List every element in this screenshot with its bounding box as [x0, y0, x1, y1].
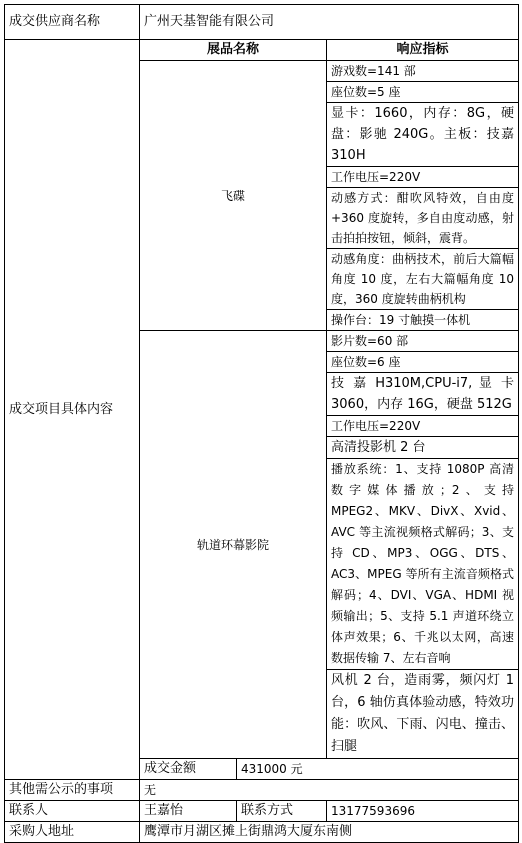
- address-label: 采购人地址: [5, 822, 140, 843]
- exhibit-name: 飞碟: [140, 61, 327, 331]
- spec-cell: 显卡：1660，内存：8G，硬盘：影驰 240G。主板：技嘉 310H: [327, 103, 519, 167]
- spec-cell: 座位数=5 座: [327, 82, 519, 103]
- spec-cell: 动感方式：酣吹风特效，自由度+360 度旋转，多自由度动感，射击拍拍按钮，倾斜，震背。: [327, 188, 519, 249]
- contact-name: 王嘉怡: [140, 801, 237, 822]
- spec-cell: 高清投影机 2 台: [327, 437, 519, 459]
- supplier-label: 成交供应商名称: [5, 5, 140, 40]
- spec-cell: 动感角度：曲柄技术，前后大篇幅角度 10 度，左右大篇幅角度 10 度，360 度旋转曲柄机构: [327, 249, 519, 310]
- phone-value: 13177593696: [327, 801, 519, 822]
- phone-label: 联系方式: [237, 801, 327, 822]
- project-label: 成交项目具体内容: [5, 40, 140, 780]
- other-row: [5, 780, 519, 801]
- spec-cell: 操作台：19 寸触摸一体机: [327, 310, 519, 331]
- address-row: [5, 822, 519, 843]
- project-header-row: [5, 40, 519, 61]
- spec-cell: 播放系统：1、支持 1080P 高清数字媒体播放；2、支持 MPEG2、MKV、DivX、Xvid、AVC 等主流视频格式解码；3、支持 CD、MP3、OGG、DTS、AC3、MPEG 等所有主流音频格式解码；4、DVI、VGA、HDMI 视频输出；5、支持 5.1 声道环绕立体声效果；6、千兆以太网，高速数据传输 7、左右音响: [327, 459, 519, 670]
- spec-cell: 工作电压=220V: [327, 167, 519, 188]
- contact-label: 联系人: [5, 801, 140, 822]
- amount-value: 431000 元: [237, 759, 519, 780]
- other-label: 其他需公示的事项: [5, 780, 140, 801]
- contact-row: [5, 801, 519, 822]
- response-spec-header: 响应指标: [327, 40, 519, 61]
- other-value: 无: [140, 780, 519, 801]
- award-table: [4, 4, 519, 843]
- amount-label: 成交金额: [140, 759, 237, 780]
- spec-cell: 风机 2 台，造雨雾，频闪灯 1 台，6 轴仿真体验动感，特效功能：吹风、下雨、闪电、撞击、扫腿: [327, 670, 519, 759]
- spec-cell: 技 嘉 H310M,CPU-i7, 显 卡 3060，内存 16G，硬盘 512G: [327, 373, 519, 416]
- spec-cell: 座位数=6 座: [327, 352, 519, 373]
- spec-cell: 影片数=60 部: [327, 331, 519, 352]
- spec-cell: 游戏数=141 部: [327, 61, 519, 82]
- result-document: [4, 4, 518, 843]
- address-value: 鹰潭市月湖区摊上街鼎鸿大厦东南侧: [140, 822, 519, 843]
- exhibit-name: 轨道环幕影院: [140, 331, 327, 759]
- exhibit-name-header: 展品名称: [140, 40, 327, 61]
- spec-cell: 工作电压=220V: [327, 416, 519, 437]
- supplier-row: [5, 5, 519, 40]
- supplier-value: 广州天基智能有限公司: [140, 5, 519, 40]
